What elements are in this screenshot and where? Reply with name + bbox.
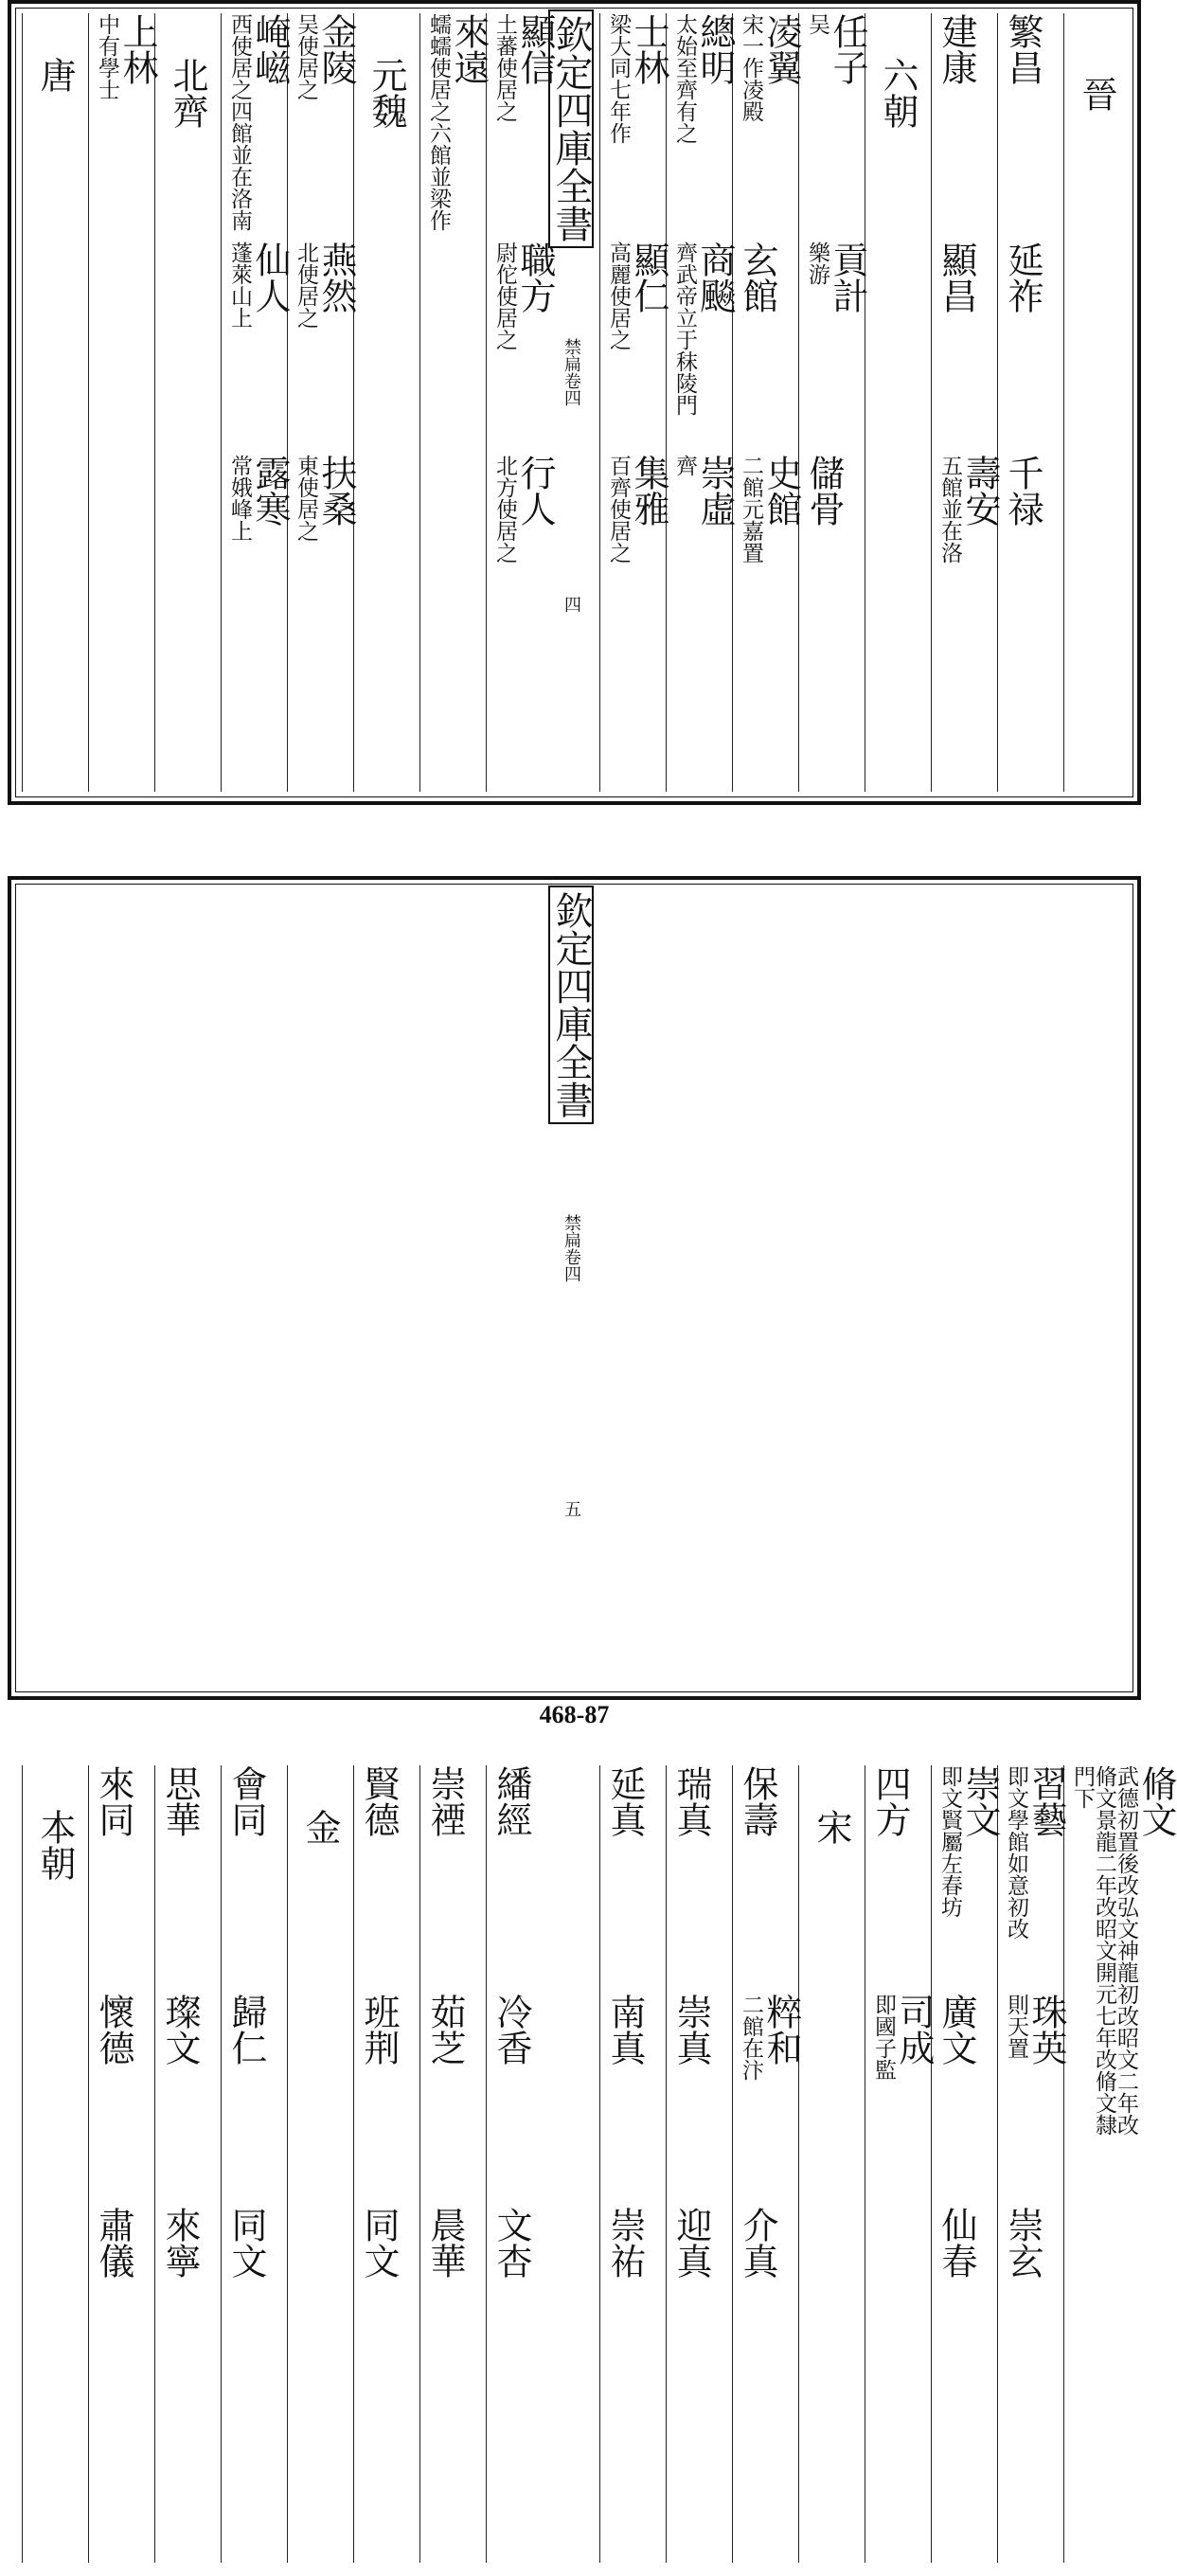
entry-name: 同文 bbox=[225, 2207, 267, 2279]
entry bbox=[937, 1765, 1001, 1931]
entry-name: 肅儀 bbox=[93, 2207, 134, 2279]
entry-name: 文杏 bbox=[490, 2207, 532, 2279]
entry-name: 崇祐 bbox=[604, 2207, 646, 2279]
entry bbox=[805, 242, 868, 313]
column-rule bbox=[353, 1765, 354, 2563]
entry bbox=[490, 1765, 532, 1837]
entry-name: 貢計 bbox=[827, 242, 868, 313]
column-rule bbox=[221, 13, 222, 792]
entry bbox=[159, 1994, 201, 2066]
bottom-fold-page: 五 bbox=[562, 1500, 581, 1517]
entry-note: 百齊使居之 bbox=[606, 455, 631, 564]
column-rule bbox=[666, 1765, 667, 2563]
entry-note: 五館並在洛 bbox=[937, 455, 962, 564]
entry bbox=[937, 455, 1001, 573]
top_page-column bbox=[22, 0, 88, 805]
bottom_page-column bbox=[486, 1752, 552, 2576]
entry-note: 即文學館如意初改 bbox=[1004, 1765, 1028, 1940]
entry-note: 中有學士 bbox=[95, 13, 119, 100]
entry bbox=[225, 1765, 267, 1837]
section-heading: 六朝 bbox=[877, 57, 918, 129]
entry-note: 武德初置後改弘文神龍初改昭文二年改脩文景龍二年改昭文開元七年改脩文隸門下 bbox=[1070, 1765, 1138, 2136]
bottom_page-column bbox=[798, 1752, 865, 2576]
entry-name: 商飈 bbox=[694, 242, 736, 313]
entry-name: 茹芝 bbox=[424, 1994, 466, 2066]
entry bbox=[358, 2207, 400, 2279]
top-page bbox=[0, 0, 1149, 805]
entry-note: 梁大同七年作 bbox=[606, 13, 631, 144]
entry bbox=[358, 1765, 400, 1837]
bottom-fold-band bbox=[547, 886, 595, 1690]
entry bbox=[1002, 13, 1043, 85]
top_page-column bbox=[599, 0, 669, 805]
entry bbox=[871, 1994, 935, 2088]
entry-name: 習藝 bbox=[1025, 1765, 1067, 1837]
entry-name: 玄館 bbox=[737, 242, 778, 313]
entry-note: 太始至齊有之 bbox=[672, 13, 697, 144]
entry-note: 則天置 bbox=[1004, 1994, 1028, 2059]
entry-name: 來寧 bbox=[159, 2207, 201, 2279]
entry bbox=[358, 1994, 400, 2066]
entry-name: 思華 bbox=[159, 1765, 201, 1837]
entry bbox=[604, 2207, 646, 2279]
column-rule bbox=[22, 13, 23, 792]
entry bbox=[737, 2207, 778, 2279]
column-rule bbox=[997, 13, 998, 792]
section-heading: 宋 bbox=[811, 1809, 852, 1845]
entry-name: 繙經 bbox=[490, 1765, 532, 1837]
entry-name: 任子 bbox=[827, 13, 868, 85]
bottom_page-column bbox=[22, 1752, 88, 2576]
column-rule bbox=[931, 1765, 932, 2563]
entry-name: 懷德 bbox=[93, 1994, 134, 2066]
entry-name: 仙人 bbox=[249, 242, 291, 313]
entry-name: 延真 bbox=[604, 1765, 646, 1837]
entry-name: 四方 bbox=[869, 1765, 911, 1837]
bottom_page-column bbox=[221, 1752, 287, 2576]
entry-name: 建康 bbox=[936, 13, 977, 85]
entry-name: 儲骨 bbox=[803, 455, 845, 527]
entry-name: 班荆 bbox=[358, 1994, 400, 2066]
entry bbox=[739, 455, 802, 573]
top-fold-volume: 卷四 bbox=[562, 372, 581, 406]
entry bbox=[604, 1765, 646, 1837]
entry-name: 冷香 bbox=[490, 1994, 532, 2066]
entry-name: 總明 bbox=[694, 13, 736, 85]
entry-note: 齊武帝立于秣陵門 bbox=[672, 242, 697, 416]
entry bbox=[225, 1994, 267, 2066]
entry-name: 歸仁 bbox=[225, 1994, 267, 2066]
entry-name: 延祚 bbox=[1002, 242, 1043, 313]
top_page-column bbox=[931, 0, 1001, 805]
entry-name: 南真 bbox=[604, 1994, 646, 2066]
entry-name: 行人 bbox=[514, 455, 556, 527]
entry bbox=[424, 2207, 466, 2279]
column-rule bbox=[599, 1765, 600, 2563]
section-heading: 金 bbox=[299, 1809, 341, 1845]
entry-name: 燕然 bbox=[315, 242, 357, 313]
bottom_page-column bbox=[931, 1752, 1001, 2576]
column-rule bbox=[88, 1765, 89, 2563]
top_page-column bbox=[486, 0, 556, 805]
entry bbox=[670, 2207, 712, 2279]
entry bbox=[95, 13, 158, 108]
column-rule bbox=[154, 1765, 155, 2563]
entry-note: 常娥峰上 bbox=[227, 455, 252, 542]
entry bbox=[607, 242, 667, 360]
column-rule bbox=[22, 1765, 23, 2563]
entry-note: 樂游 bbox=[805, 242, 829, 285]
entry bbox=[490, 2207, 532, 2279]
entry bbox=[227, 455, 291, 549]
top-header-title: 欽定四庫全書 bbox=[548, 9, 594, 248]
entry-note: 吴使居之 bbox=[294, 13, 318, 100]
bottom-fold-label: 禁扁 bbox=[562, 1214, 581, 1248]
column-rule bbox=[1063, 13, 1064, 792]
entry bbox=[803, 455, 845, 527]
entry bbox=[672, 13, 736, 155]
column-rule bbox=[353, 13, 354, 792]
entry bbox=[227, 13, 291, 250]
entry bbox=[1002, 455, 1043, 527]
top_page-column bbox=[997, 0, 1063, 805]
entry bbox=[159, 1765, 201, 1837]
top-fold-band bbox=[547, 9, 595, 796]
entry-name: 會同 bbox=[225, 1765, 267, 1837]
entry-name: 上林 bbox=[116, 13, 158, 85]
entry bbox=[739, 13, 802, 132]
entry bbox=[492, 455, 556, 573]
entry bbox=[227, 242, 291, 336]
entry bbox=[936, 242, 977, 313]
entry bbox=[492, 13, 556, 132]
entry bbox=[670, 1765, 712, 1837]
entry bbox=[492, 242, 556, 360]
entry-name: 崦嵫 bbox=[249, 13, 291, 85]
top-fold-label: 禁扁 bbox=[562, 338, 581, 372]
entry bbox=[424, 1994, 466, 2066]
entry bbox=[672, 242, 736, 431]
entry bbox=[225, 2207, 267, 2279]
entry-name: 顯信 bbox=[514, 13, 556, 85]
entry bbox=[159, 2207, 201, 2279]
column-rule bbox=[419, 1765, 420, 2563]
section-heading: 元魏 bbox=[366, 57, 407, 129]
entry-name: 粹和 bbox=[760, 1994, 802, 2066]
entry-name: 千禄 bbox=[1002, 455, 1043, 527]
column-rule bbox=[154, 13, 155, 792]
bottom_page-column bbox=[865, 1752, 935, 2576]
entry bbox=[294, 13, 357, 108]
entry bbox=[607, 13, 667, 155]
entry-name: 士林 bbox=[628, 13, 669, 85]
bottom_page-column bbox=[997, 1752, 1067, 2576]
entry bbox=[93, 2207, 134, 2279]
entry-name: 凌翼 bbox=[760, 13, 802, 85]
entry bbox=[739, 1994, 802, 2088]
entry-name: 繁昌 bbox=[1002, 13, 1043, 85]
entry-note: 蠕蠕使居之六館並梁作 bbox=[426, 13, 451, 231]
column-rule bbox=[221, 1765, 222, 2563]
entry bbox=[1002, 2207, 1043, 2279]
column-rule bbox=[599, 13, 600, 792]
entry bbox=[490, 1994, 532, 2066]
bottom_page-column bbox=[732, 1752, 802, 2576]
top_page-column bbox=[1063, 0, 1130, 805]
entry-note: 二館在汴 bbox=[739, 1994, 763, 2081]
entry-note: 北使居之 bbox=[294, 242, 318, 329]
entry-name: 瑞真 bbox=[670, 1765, 712, 1837]
bottom_page-column bbox=[1063, 1752, 1177, 2576]
entry-note: 尉佗使居之 bbox=[492, 242, 517, 350]
top_page-column bbox=[798, 0, 868, 805]
entry-name: 集雅 bbox=[628, 455, 669, 527]
section-heading: 晉 bbox=[1076, 76, 1117, 112]
entry-name: 露寒 bbox=[249, 455, 291, 527]
bottom-fold-volume: 卷四 bbox=[562, 1248, 581, 1282]
column-rule bbox=[486, 1765, 487, 2563]
entry-note: 蓬萊山上 bbox=[227, 242, 252, 329]
top_page-column bbox=[287, 0, 357, 805]
section-heading: 北齊 bbox=[167, 57, 208, 129]
entry-name: 來遠 bbox=[448, 13, 490, 85]
column-rule bbox=[732, 1765, 733, 2563]
entry-name: 崇禋 bbox=[424, 1765, 466, 1837]
entry bbox=[936, 1994, 977, 2066]
entry-name: 史館 bbox=[760, 455, 802, 527]
entry bbox=[93, 1765, 134, 1837]
entry-name: 崇玄 bbox=[1002, 2207, 1043, 2279]
top_page-column bbox=[666, 0, 736, 805]
entry-name: 金陵 bbox=[315, 13, 357, 85]
column-rule bbox=[931, 13, 932, 792]
bottom_page-column bbox=[154, 1752, 221, 2576]
entry-name: 賢德 bbox=[358, 1765, 400, 1837]
entry-name: 介真 bbox=[737, 2207, 778, 2279]
entry bbox=[737, 1765, 778, 1837]
entry bbox=[604, 1994, 646, 2066]
entry bbox=[936, 13, 977, 85]
bottom-header-title: 欽定四庫全書 bbox=[548, 886, 594, 1124]
entry bbox=[1004, 1765, 1067, 1955]
column-rule bbox=[419, 13, 420, 792]
top_page-column bbox=[865, 0, 931, 805]
entry-note: 即文賢屬左春坊 bbox=[937, 1765, 962, 1918]
bottom_page-column bbox=[353, 1752, 419, 2576]
entry bbox=[93, 1994, 134, 2066]
entry-note: 土蕃使居之 bbox=[492, 13, 517, 122]
entry bbox=[1070, 1765, 1177, 2144]
entry-name: 迎真 bbox=[670, 2207, 712, 2279]
entry-note: 吴 bbox=[805, 13, 829, 35]
top_page-column bbox=[419, 0, 490, 805]
section-heading: 本朝 bbox=[34, 1809, 76, 1881]
top_page-column bbox=[88, 0, 158, 805]
entry bbox=[737, 242, 778, 313]
entry bbox=[607, 455, 667, 573]
entry-name: 保壽 bbox=[737, 1765, 778, 1837]
entry-name: 廣文 bbox=[936, 1994, 977, 2066]
entry bbox=[294, 455, 357, 549]
entry bbox=[426, 13, 490, 250]
entry-note: 北方使居之 bbox=[492, 455, 517, 564]
page-number: 468-87 bbox=[539, 1701, 610, 1728]
entry-note: 齊 bbox=[672, 455, 697, 476]
entry-name: 扶桑 bbox=[315, 455, 357, 527]
top_page-column bbox=[154, 0, 221, 805]
entry-name: 脩文 bbox=[1135, 1765, 1177, 1837]
bottom_page-column bbox=[88, 1752, 154, 2576]
entry-name: 崇真 bbox=[670, 1994, 712, 2066]
entry-name: 璨文 bbox=[159, 1994, 201, 2066]
entry-name: 晨華 bbox=[424, 2207, 466, 2279]
entry-note: 高麗使居之 bbox=[606, 242, 631, 350]
bottom_page-column bbox=[666, 1752, 732, 2576]
entry-name: 珠英 bbox=[1025, 1994, 1067, 2066]
top-fold-page: 四 bbox=[562, 596, 581, 613]
entry-note: 宋一作凌殿 bbox=[739, 13, 763, 122]
entry bbox=[1002, 242, 1043, 313]
entry-note: 即國子監 bbox=[871, 1994, 896, 2081]
entry-name: 來同 bbox=[93, 1765, 134, 1837]
top_page-column bbox=[353, 0, 419, 805]
entry-name: 同文 bbox=[358, 2207, 400, 2279]
entry-name: 顯仁 bbox=[628, 242, 669, 313]
bottom_page-column bbox=[599, 1752, 666, 2576]
section-heading: 唐 bbox=[34, 57, 76, 93]
top_page-column bbox=[221, 0, 291, 805]
entry bbox=[1004, 1994, 1067, 2066]
entry bbox=[805, 13, 868, 85]
entry bbox=[672, 455, 736, 527]
entry bbox=[936, 2207, 977, 2279]
entry bbox=[670, 1994, 712, 2066]
entry-name: 仙春 bbox=[936, 2207, 977, 2279]
entry-note: 東使居之 bbox=[294, 455, 318, 542]
column-rule bbox=[88, 13, 89, 792]
entry-name: 顯昌 bbox=[936, 242, 977, 313]
column-rule bbox=[798, 1765, 799, 2563]
entry-name: 職方 bbox=[514, 242, 556, 313]
bottom_page-column bbox=[287, 1752, 353, 2576]
entry-name: 崇虛 bbox=[694, 455, 736, 527]
bottom_page-column bbox=[419, 1752, 486, 2576]
entry-note: 西使居之四館並在洛南 bbox=[227, 13, 252, 231]
entry bbox=[869, 1765, 911, 1837]
entry bbox=[424, 1765, 466, 1837]
entry-note: 二館元嘉置 bbox=[739, 455, 763, 564]
entry-name: 崇文 bbox=[959, 1765, 1001, 1837]
entry-name: 司成 bbox=[893, 1994, 935, 2066]
entry bbox=[294, 242, 357, 336]
entry-name: 壽安 bbox=[959, 455, 1001, 527]
top_page-column bbox=[732, 0, 802, 805]
column-rule bbox=[287, 1765, 288, 2563]
